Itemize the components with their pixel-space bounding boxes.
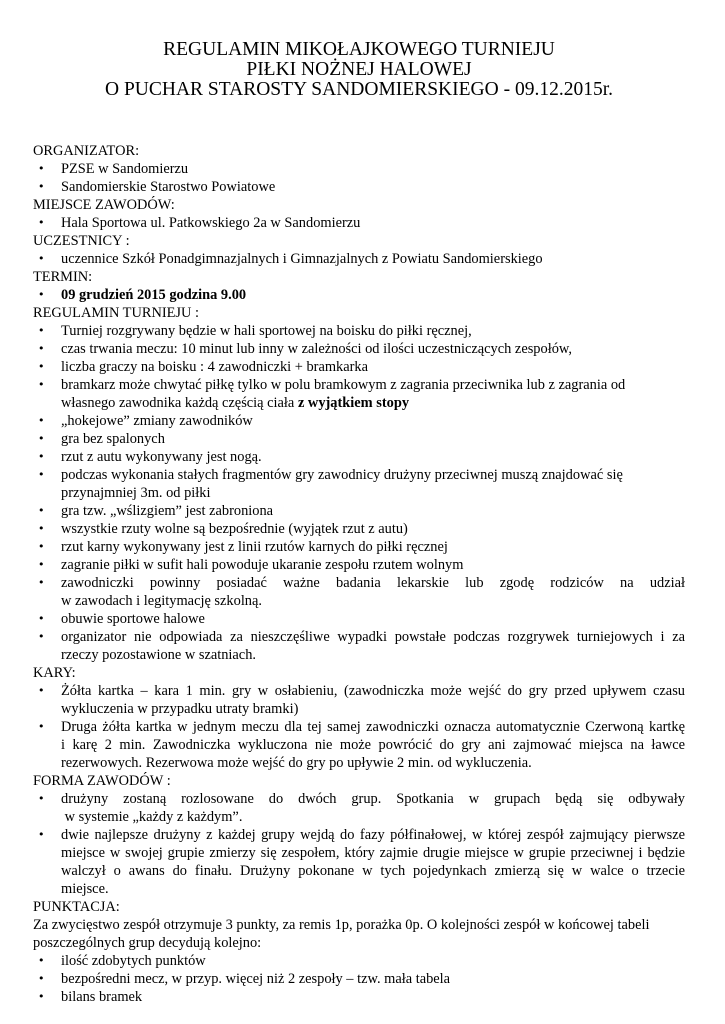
punktacja-paragraph-line: Za zwycięstwo zespół otrzymuje 3 punkty, za remis 1p, porażka 0p. O kolejności zespół w końcowej tabeli [33, 917, 650, 933]
list-item: • bezpośredni mecz, w przyp. więcej niż 2 zespoły – tzw. mała tabela [33, 970, 685, 988]
rule-line: • organizator nie odpowiada za nieszczęśliwe wypadki powstałe podczas rozgrywek turniejowych i za [61, 629, 685, 645]
list-item: • bilans bramek [33, 988, 685, 1006]
forma-list [33, 790, 685, 898]
regulamin-list [33, 322, 685, 664]
list-item [33, 466, 685, 502]
rule-line [61, 394, 685, 412]
title-line-3: O PUCHAR STAROSTY SANDOMIERSKIEGO - 09.12.2015r. [105, 79, 613, 100]
kary-list [33, 682, 685, 772]
termin-list [33, 286, 685, 304]
list-item [33, 682, 685, 718]
rule-line: • Żółta kartka – kara 1 min. gry w osłabieniu, (zawodniczka może wejść do gry przed upływem czasu [61, 683, 685, 699]
rule-line: przynajmniej 3m. od piłki [61, 485, 211, 501]
regulamin-heading: REGULAMIN TURNIEJU : [33, 305, 200, 321]
rule-text: własnego zawodnika każdą częścią ciała [61, 395, 295, 411]
rule-line: • bramkarz może chwytać piłkę tylko w polu bramkowym z zagrania przeciwnika lub z zagrania od [61, 377, 626, 393]
rule-line: walczył o awans do finału. Drużyny pokonane w tych pojedynkach zmierzą się w walce o trzecie [61, 863, 685, 879]
rule-line: w systemie „każdy z każdym”. [61, 809, 243, 825]
list-item: • Turniej rozgrywany będzie w hali sportowej na boisku do piłki ręcznej, [33, 322, 685, 340]
rule-line: • podczas wykonania stałych fragmentów gry zawodnicy drużyny przeciwnej muszą znajdować się [61, 467, 623, 483]
list-item: • PZSE w Sandomierzu [33, 160, 685, 178]
rule-line: i karę 2 min. Zawodniczka wykluczona nie może powrócić do gry ani zajmować miejsca na ławce [61, 737, 685, 753]
list-item: • gra bez spalonych [33, 430, 685, 448]
organizator-heading: ORGANIZATOR: [33, 143, 140, 159]
uczestnicy-list [33, 250, 685, 268]
rule-line: • drużyny zostaną rozlosowane do dwóch grup. Spotkania w grupach będą się odbywały [61, 791, 685, 807]
punktacja-heading: PUNKTACJA: [33, 899, 120, 915]
termin-heading: TERMIN: [33, 269, 93, 285]
rule-line: rzeczy pozostawione w szatniach. [61, 647, 256, 663]
miejsce-heading: MIEJSCE ZAWODÓW: [33, 197, 175, 213]
rule-line: • dwie najlepsze drużyny z każdej grupy wejdą do fazy półfinałowej, w której zespół zajmujący pierwsze [61, 827, 685, 843]
rule-line: • zawodniczki powinny posiadać ważne badania lekarskie lub zgodę rodziców na udział [61, 575, 685, 591]
organizator-list [33, 160, 685, 196]
punktacja-list [33, 952, 685, 1006]
title-line-2: PIŁKI NOŻNEJ HALOWEJ [246, 59, 472, 80]
termin-date: 09 grudzień 2015 godzina 9.00 [61, 287, 247, 303]
list-item [33, 574, 685, 610]
list-item [33, 286, 685, 304]
punktacja-paragraph-line: poszczególnych grup decydują kolejno: [33, 935, 262, 951]
list-item: • gra tzw. „wślizgiem” jest zabroniona [33, 502, 685, 520]
rule-line: w zawodach i legitymację szkolną. [61, 593, 262, 609]
title-line-1: REGULAMIN MIKOŁAJKOWEGO TURNIEJU [163, 39, 555, 60]
forma-heading: FORMA ZAWODÓW : [33, 773, 171, 789]
list-item: • Hala Sportowa ul. Patkowskiego 2a w Sandomierzu [33, 214, 685, 232]
miejsce-list [33, 214, 685, 232]
list-item: • zagranie piłki w sufit hali powoduje ukaranie zespołu rzutem wolnym [33, 556, 685, 574]
list-item [33, 376, 685, 412]
list-item [33, 826, 685, 898]
rule-line: miejsce w swojej grupie zmierzy się zespołem, który zajmie drugie miejsce w grupie przeciwnej i będzie [61, 845, 685, 861]
list-item: • rzut karny wykonywany jest z linii rzutów karnych do piłki ręcznej [33, 538, 685, 556]
list-item [33, 718, 685, 772]
rule-line: rezerwowych. Rezerwowa może wejść do gry po upływie 2 min. od wykluczenia. [61, 755, 532, 771]
uczestnicy-heading: UCZESTNICY : [33, 233, 130, 249]
list-item [33, 628, 685, 664]
list-item: • „hokejowe” zmiany zawodników [33, 412, 685, 430]
list-item [33, 790, 685, 826]
list-item: • czas trwania meczu: 10 minut lub inny w zależności od ilości uczestniczących zespołów, [33, 340, 685, 358]
list-item: • rzut z autu wykonywany jest nogą. [33, 448, 685, 466]
list-item: • uczennice Szkół Ponadgimnazjalnych i Gimnazjalnych z Powiatu Sandomierskiego [33, 250, 685, 268]
list-item: • liczba graczy na boisku : 4 zawodniczki + bramkarka [33, 358, 685, 376]
rule-line: wykluczenia w przypadku utraty bramki) [61, 701, 299, 717]
rule-line: • Druga żółta kartka w jednym meczu dla tej samej zawodniczki oznacza automatycznie Czerwoną kartkę [61, 719, 685, 735]
list-item: • obuwie sportowe halowe [33, 610, 685, 628]
rule-line: miejsce. [61, 881, 109, 897]
list-item: • Sandomierskie Starostwo Powiatowe [33, 178, 685, 196]
list-item: • ilość zdobytych punktów [33, 952, 685, 970]
kary-heading: KARY: [33, 665, 76, 681]
document-title [33, 40, 685, 100]
rule-emphasis: z wyjątkiem stopy [297, 395, 410, 411]
list-item: • wszystkie rzuty wolne są bezpośrednie (wyjątek rzut z autu) [33, 520, 685, 538]
document-body [33, 142, 685, 1006]
